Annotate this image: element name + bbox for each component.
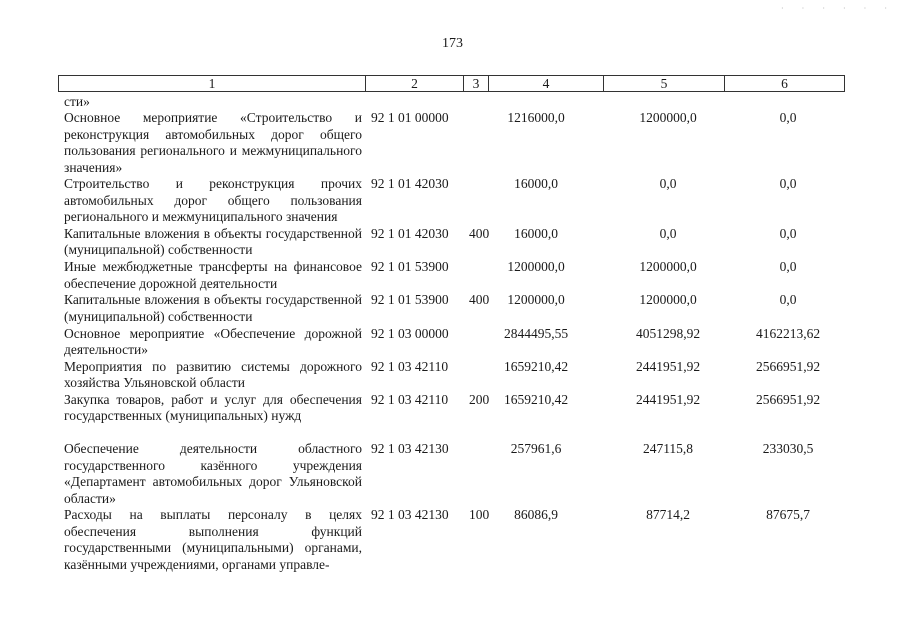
row-name: Капитальные вложения в объекты государственной (муниципальной) собственности <box>64 292 362 324</box>
row-value-col4: 1200000,0 <box>507 292 565 308</box>
row-value-col6: 2566951,92 <box>755 358 821 374</box>
table-row <box>0 176 905 225</box>
row-value-col4: 16000,0 <box>514 225 558 241</box>
table-row <box>0 110 905 176</box>
row-value-col6: 0,0 <box>779 225 797 241</box>
row-name: Расходы на выплаты персоналу в целях обеспечения выполнения функций государственными (муниципальными) органами, казёнными учреждениями, органами управле- <box>64 507 362 572</box>
column-header-3: 3 <box>464 76 489 91</box>
row-code: 92 1 03 42110 <box>371 391 449 407</box>
row-value-col5: 0,0 <box>659 176 677 192</box>
row-value-col6: 0,0 <box>779 292 797 308</box>
row-name: Иные межбюджетные трансферты на финансовое обеспечение дорожной деятельности <box>64 259 362 291</box>
row-value-col5: 1200000,0 <box>639 292 697 308</box>
table-row <box>0 359 905 392</box>
continuation-text: сти» <box>64 94 90 109</box>
row-code: 92 1 01 42030 <box>371 176 449 192</box>
row-value-col5: 2441951,92 <box>635 358 701 374</box>
row-code: 92 1 01 42030 <box>371 225 449 241</box>
row-value-col4: 1216000,0 <box>507 110 565 126</box>
table-row <box>0 392 905 441</box>
row-expense-type: 100 <box>469 507 490 523</box>
table-row <box>0 507 905 573</box>
table-row <box>0 441 905 507</box>
row-value-col5: 1200000,0 <box>639 110 697 126</box>
row-value-col6: 2566951,92 <box>755 391 821 407</box>
row-code: 92 1 03 00000 <box>371 325 449 341</box>
row-code: 92 1 03 42130 <box>371 441 449 457</box>
table-rows <box>0 110 905 573</box>
column-header-1: 1 <box>59 76 366 91</box>
row-value-col6: 0,0 <box>779 176 797 192</box>
row-value-col6: 0,0 <box>779 110 797 126</box>
row-value-col6: 87675,7 <box>766 507 810 523</box>
row-value-col4: 86086,9 <box>514 507 558 523</box>
column-header-6: 6 <box>781 76 788 91</box>
column-header-2: 2 <box>366 76 464 91</box>
row-value-col4: 16000,0 <box>514 176 558 192</box>
row-code: 92 1 01 53900 <box>371 292 449 308</box>
row-value-col5: 247115,8 <box>642 441 694 457</box>
page-number: 173 <box>442 36 463 51</box>
row-expense-type: 400 <box>469 225 490 241</box>
row-name: Основное мероприятие «Строительство и реконструкция автомобильных дорог общего пользования регионального и межмуниципального значения» <box>64 110 362 175</box>
row-code: 92 1 01 53900 <box>371 259 449 275</box>
row-value-col5: 2441951,92 <box>635 391 701 407</box>
table-row <box>0 292 905 325</box>
row-name: Закупка товаров, работ и услуг для обеспечения государственных (муниципальных) нужд <box>64 391 362 424</box>
row-name: Обеспечение деятельности областного государственного казённого учреждения «Департамент автомобильных дорог Ульяновской области» <box>64 441 362 506</box>
scan-specks: · · · · · · <box>781 4 895 13</box>
row-code: 92 1 03 42130 <box>371 507 449 523</box>
row-value-col4: 2844495,55 <box>503 325 569 341</box>
row-name: Мероприятия по развитию системы дорожного хозяйства Ульяновской области <box>64 358 362 391</box>
row-value-col4: 1200000,0 <box>507 259 565 275</box>
row-value-col5: 1200000,0 <box>639 259 697 275</box>
row-value-col6: 233030,5 <box>762 441 814 457</box>
row-expense-type: 400 <box>469 292 490 308</box>
row-name: Капитальные вложения в объекты государственной (муниципальной) собственности <box>64 225 362 258</box>
row-value-col5: 4051298,92 <box>635 325 701 341</box>
row-value-col5: 87714,2 <box>646 507 690 523</box>
row-value-col4: 1659210,42 <box>503 391 569 407</box>
column-header-row <box>58 75 845 92</box>
column-header-4: 4 <box>489 76 604 91</box>
row-name: Основное мероприятие «Обеспечение дорожной деятельности» <box>64 325 362 357</box>
row-value-col6: 0,0 <box>779 259 797 275</box>
column-header-5: 5 <box>604 76 725 91</box>
row-value-col4: 1659210,42 <box>503 358 569 374</box>
table-row <box>0 326 905 359</box>
row-code: 92 1 03 42110 <box>371 358 449 374</box>
row-code: 92 1 01 00000 <box>371 110 449 126</box>
budget-table-body <box>0 94 905 573</box>
row-value-col5: 0,0 <box>659 225 677 241</box>
row-value-col4: 257961,6 <box>510 441 562 457</box>
continuation-row <box>0 94 905 110</box>
table-row <box>0 226 905 259</box>
row-expense-type: 200 <box>469 391 490 407</box>
table-row <box>0 259 905 292</box>
row-name: Строительство и реконструкция прочих автомобильных дорог общего пользования регионального и межмуниципального значения <box>64 176 362 225</box>
row-value-col6: 4162213,62 <box>755 325 821 341</box>
